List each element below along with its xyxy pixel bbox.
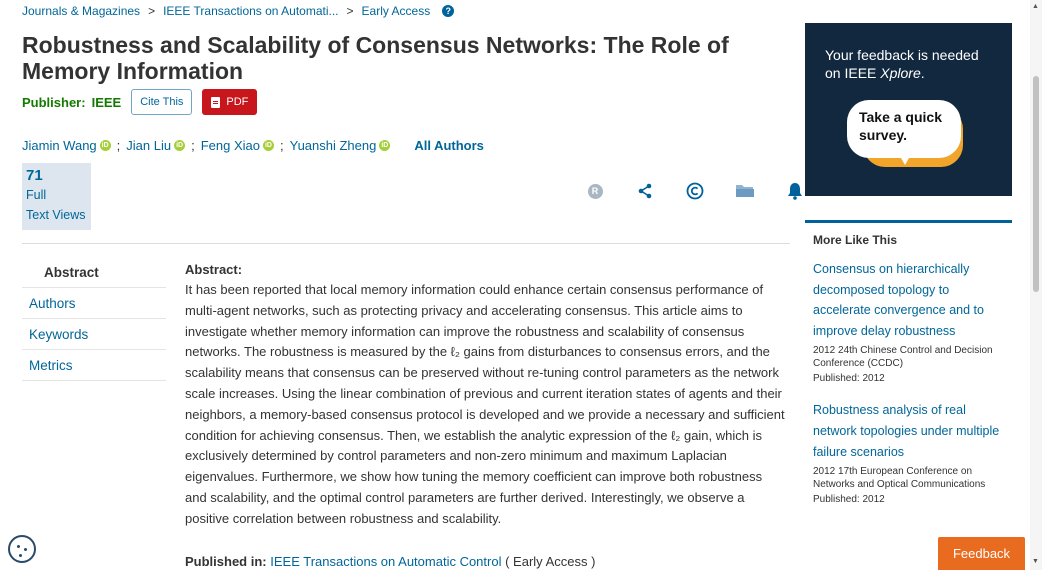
related-article-conference: 2012 17th European Conference on Networks and Optical Communications	[813, 466, 986, 491]
page-title: Robustness and Scalability of Consensus Networks: The Role of Memory Information	[22, 32, 729, 84]
pdf-label: PDF	[226, 96, 249, 108]
author-list	[22, 138, 484, 153]
author-separator: ;	[191, 138, 195, 153]
publisher-label: Publisher:	[22, 94, 86, 110]
breadcrumb-separator: >	[346, 4, 354, 18]
author-link[interactable]: Jiamin Wang	[22, 138, 97, 153]
scroll-down-arrow-icon[interactable]: ▼	[1032, 558, 1039, 565]
breadcrumb-journal[interactable]: IEEE Transactions on Automati...	[163, 4, 339, 18]
feedback-survey-banner[interactable]	[805, 23, 1012, 196]
breadcrumb	[22, 4, 454, 18]
nav-item-authors[interactable]: Authors	[22, 288, 166, 319]
author-separator: ;	[116, 138, 121, 153]
publication-status: ( Early Access )	[505, 554, 596, 569]
survey-line2: on IEEE Xplore.	[825, 65, 925, 81]
document-section-nav	[22, 257, 166, 381]
publisher	[22, 95, 121, 110]
abstract-heading: Abstract:	[185, 262, 243, 277]
author-link[interactable]: Feng Xiao	[200, 138, 260, 153]
publisher-name: IEEE	[91, 94, 122, 110]
bubble-line1: Take a quick	[859, 109, 943, 125]
related-article-link[interactable]: Robustness analysis of real network topologies under multiple failure scenarios	[813, 403, 1000, 459]
abstract-section	[185, 260, 785, 530]
feedback-button[interactable]: Feedback	[938, 537, 1025, 570]
take-survey-bubble[interactable]	[847, 100, 961, 158]
related-article-conference: 2012 24th Chinese Control and Decision Conference (CCDC)	[813, 345, 993, 370]
nav-item-keywords[interactable]: Keywords	[22, 319, 166, 350]
all-authors-link[interactable]: All Authors	[414, 138, 484, 153]
article-actions	[570, 181, 820, 201]
publisher-row	[22, 89, 257, 115]
pdf-button[interactable]	[202, 89, 257, 115]
cookie-settings-icon[interactable]	[8, 535, 36, 563]
orcid-icon[interactable]: iD	[176, 142, 184, 149]
author-separator: ;	[279, 138, 284, 153]
abstract-text: It has been reported that local memory information could enhance certain consensus performance of multi-agent networks, such as protecting privacy and accelerating consensus. This article aims to investigate whether memory information can improve the robustness and scalability of consensus networks. The robustness is measured by the ℓ₂ gains from disturbances to consensus errors, and the scalability means that consensus can be preserved without re-tuning control parameters as the network scale increases. Using the linear combination of previous and current iteration states of agents and their neighbors, a memory-based consensus protocol is developed and we provide a necessary and sufficient condition for achieving consensus. Then, we establish the analytic expression of the ℓ₂ gain, which is exclusively determined by control parameters and non-zero minimum and maximum Laplacian eigenvalues. Furthermore, we show how tuning the memory coefficient can improve both robustness and scalability, and the optimal control parameters are further derived. Interestingly, we observe a positive correlation between robustness and scalability.	[185, 282, 785, 526]
breadcrumb-separator: >	[148, 4, 156, 18]
author-link[interactable]: Jian Liu	[126, 138, 172, 153]
full-text-views-metric[interactable]	[22, 163, 91, 230]
related-article	[813, 259, 1004, 386]
metric-label-line1: Full	[26, 188, 47, 202]
scrollbar-thumb[interactable]	[1033, 76, 1039, 292]
section-divider	[22, 243, 790, 244]
nav-item-metrics[interactable]: Metrics	[22, 350, 166, 381]
folder-icon[interactable]	[720, 181, 770, 201]
breadcrumb-journals-magazines[interactable]: Journals & Magazines	[22, 4, 141, 18]
related-article-published: Published: 2012	[813, 494, 885, 506]
copyright-icon[interactable]	[670, 181, 720, 201]
pdf-file-icon	[211, 97, 220, 108]
orcid-icon[interactable]: iD	[101, 142, 109, 149]
share-icon[interactable]	[620, 181, 670, 201]
rights-icon[interactable]: R	[570, 181, 620, 201]
scroll-up-arrow-icon[interactable]: ▲	[1032, 3, 1039, 10]
metric-count: 71	[26, 167, 43, 184]
published-in-label: Published in:	[185, 554, 267, 569]
survey-line1: Your feedback is needed	[825, 47, 979, 63]
nav-item-abstract[interactable]: Abstract	[22, 257, 166, 288]
related-article	[813, 400, 1004, 507]
more-like-this-panel	[805, 220, 1012, 531]
scrollbar[interactable]	[1030, 0, 1042, 570]
bubble-line2: survey.	[859, 127, 907, 143]
more-like-this-heading: More Like This	[813, 233, 898, 247]
related-article-published: Published: 2012	[813, 373, 885, 385]
breadcrumb-early-access[interactable]: Early Access	[361, 4, 431, 18]
journal-link[interactable]: IEEE Transactions on Automatic Control	[270, 554, 502, 569]
published-in	[185, 554, 595, 569]
metric-label-line2: Text Views	[26, 208, 86, 222]
related-article-link[interactable]: Consensus on hierarchically decomposed topology to accelerate convergence and to improve delay robustness	[813, 262, 984, 338]
author-link[interactable]: Yuanshi Zheng	[289, 138, 377, 153]
orcid-icon[interactable]: iD	[264, 142, 272, 149]
help-icon[interactable]: ?	[442, 5, 454, 17]
survey-banner-text	[825, 46, 979, 82]
orcid-icon[interactable]: iD	[381, 142, 389, 149]
speech-bubble-tail	[897, 151, 913, 165]
cite-this-button[interactable]: Cite This	[131, 89, 192, 115]
